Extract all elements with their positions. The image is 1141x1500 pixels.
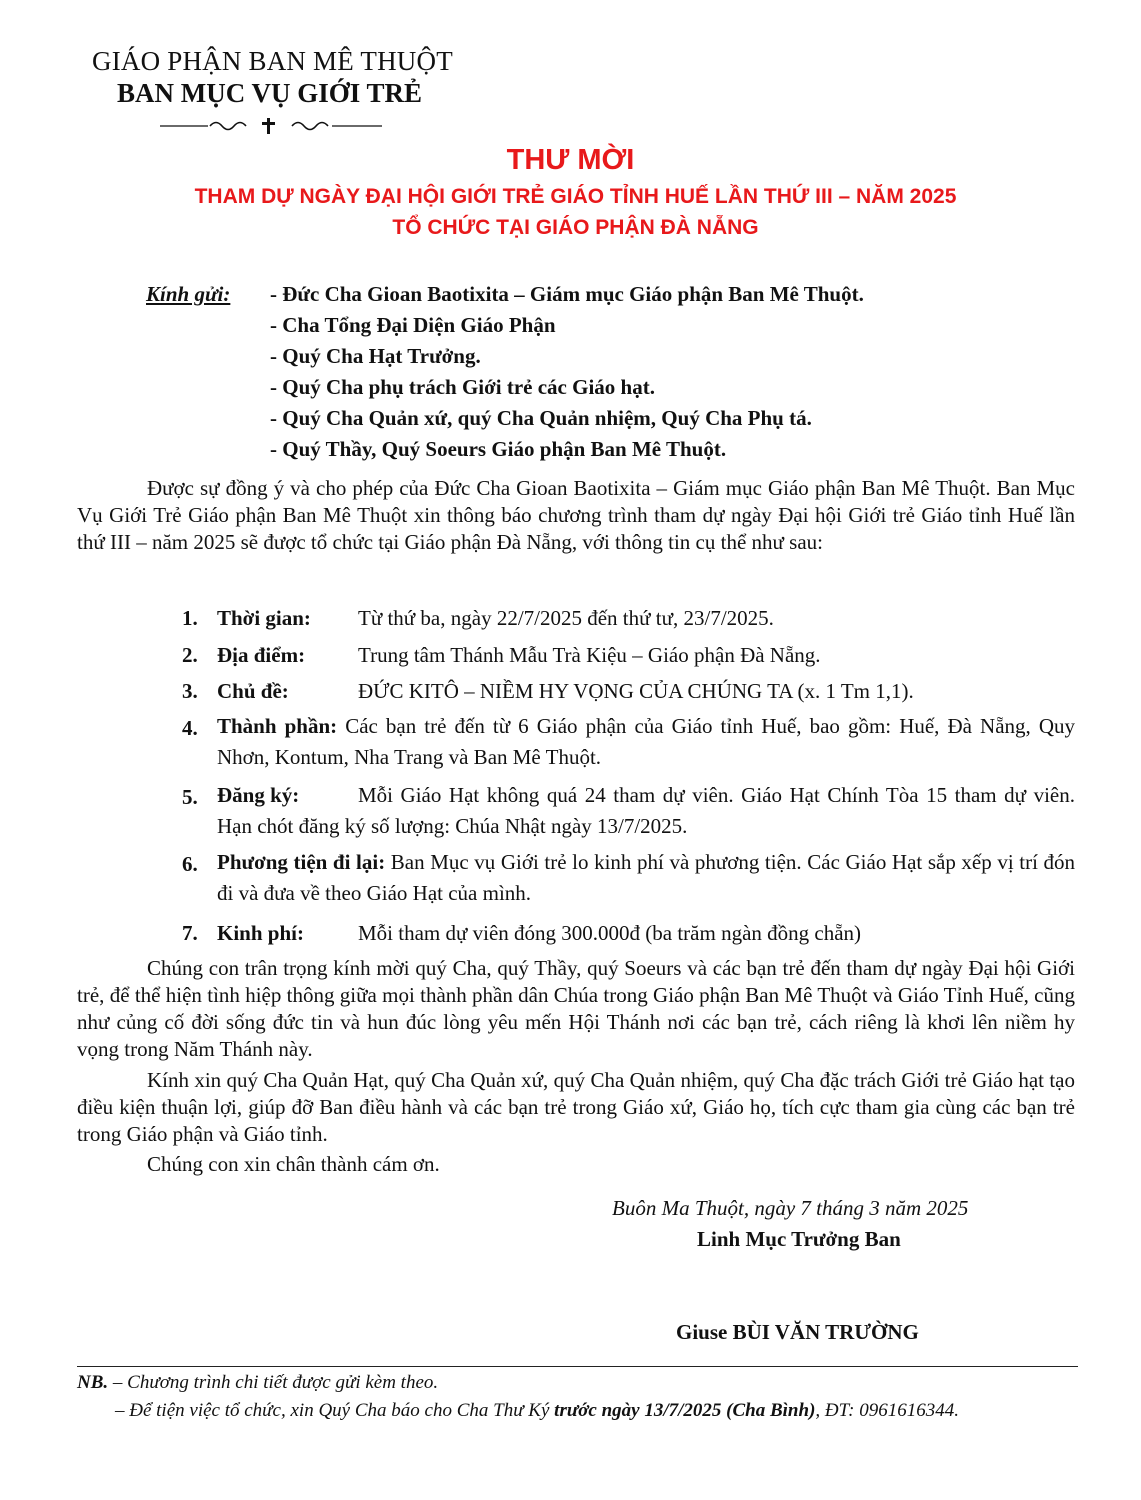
detail-number: 4. <box>182 716 198 740</box>
closing-paragraph <box>77 1151 1075 1178</box>
event-location-title: TỔ CHỨC TẠI GIÁO PHẬN ĐÀ NẴNG <box>392 216 759 239</box>
intro-text: Được sự đồng ý và cho phép của Đức Cha Gioan Baotixita – Giám mục Giáo phận Ban Mê Thuột. Ban Mục Vụ Giới Trẻ Giáo phận Ban Mê Thuột xin thông báo chương trình tham dự ngày Đại hội Giới trẻ Giáo tỉnh Huế lần thứ III – năm 2025 sẽ được tổ chức tại Giáo phận Đà Nẵng, với thông tin cụ thể như sau: <box>77 476 1075 554</box>
recipient-item: - Quý Cha Hạt Trưởng. <box>270 344 481 368</box>
detail-text: ĐỨC KITÔ – NIỀM HY VỌNG CỦA CHÚNG TA (x. 1 Tm 1,1). <box>358 679 914 703</box>
recipient-item: - Quý Cha phụ trách Giới trẻ các Giáo hạt. <box>270 375 655 399</box>
closing-paragraph <box>77 955 1075 1063</box>
detail-number: 1. <box>182 606 198 630</box>
detail-text: Từ thứ ba, ngày 22/7/2025 đến thứ tư, 23/7/2025. <box>358 606 774 630</box>
detail-item <box>217 780 1075 842</box>
detail-text: Trung tâm Thánh Mẫu Trà Kiệu – Giáo phận Đà Nẵng. <box>358 643 821 667</box>
letter-title: THƯ MỜI <box>506 144 635 176</box>
detail-item <box>217 847 1075 909</box>
detail-text: Mỗi Giáo Hạt không quá 24 tham dự viên. Giáo Hạt Chính Tòa 15 tham dự viên. Hạn chót đăng ký số lượng: Chúa Nhật ngày 13/7/2025. <box>217 783 1075 838</box>
closing-text: Chúng con xin chân thành cám ơn. <box>147 1152 440 1176</box>
recipient-item: - Quý Thầy, Quý Soeurs Giáo phận Ban Mê Thuột. <box>270 437 727 461</box>
nb2-prefix: – Để tiện việc tổ chức, xin Quý Cha báo cho Cha Thư Ký <box>115 1400 555 1421</box>
detail-label: Thành phần: <box>217 714 338 738</box>
detail-label: Chủ đề: <box>217 679 289 703</box>
recipient-item: - Đức Cha Gioan Baotixita – Giám mục Giáo phận Ban Mê Thuột. <box>270 282 864 306</box>
signature-role: Linh Mục Trưởng Ban <box>697 1227 901 1251</box>
signature-name: Giuse BÙI VĂN TRƯỜNG <box>676 1320 919 1344</box>
footnote-line-1 <box>77 1372 438 1394</box>
detail-label: Kinh phí: <box>217 921 304 945</box>
detail-item <box>217 711 1075 773</box>
nb-label: NB. <box>77 1372 109 1393</box>
event-title: THAM DỰ NGÀY ĐẠI HỘI GIỚI TRẺ GIÁO TỈNH HUẾ LẦN THỨ III – NĂM 2025 <box>194 185 957 208</box>
nb-text: – Chương trình chi tiết được gửi kèm theo. <box>108 1372 439 1393</box>
detail-label: Đăng ký: <box>217 783 300 807</box>
intro-paragraph <box>77 475 1075 556</box>
nb2-deadline: trước ngày 13/7/2025 (Cha Bình) <box>554 1400 816 1421</box>
cross-ornament-icon <box>160 116 382 136</box>
closing-paragraph <box>77 1067 1075 1148</box>
detail-number: 7. <box>182 921 198 945</box>
nb2-suffix: , ĐT: 0961616344. <box>815 1400 959 1421</box>
signature-place-date: Buôn Ma Thuột, ngày 7 tháng 3 năm 2025 <box>612 1196 969 1220</box>
detail-label: Thời gian: <box>217 606 311 630</box>
closing-text: Chúng con trân trọng kính mời quý Cha, quý Thầy, quý Soeurs và các bạn trẻ đến tham dự ngày Đại hội Giới trẻ, để thể hiện tình hiệp thông giữa mọi thành phần dân Chúa trong Giáo phận Ban Mê Thuột và Giáo Tỉnh Huế, cũng như củng cố đời sống đức tin và hun đúc lòng yêu mến Hội Thánh nơi các bạn trẻ, cách riêng là khơi lên niềm hy vọng trong Năm Thánh này. <box>77 956 1075 1061</box>
detail-text: Các bạn trẻ đến từ 6 Giáo phận của Giáo tỉnh Huế, bao gồm: Huế, Đà Nẵng, Quy Nhơn, Kontum, Nha Trang và Ban Mê Thuột. <box>217 714 1076 769</box>
footnote-line-2 <box>115 1400 959 1422</box>
detail-number: 6. <box>182 852 198 876</box>
detail-number: 2. <box>182 643 198 667</box>
detail-label: Địa điểm: <box>217 643 306 667</box>
recipient-item: - Cha Tổng Đại Diện Giáo Phận <box>270 313 556 337</box>
detail-text: Ban Mục vụ Giới trẻ lo kinh phí và phương tiện. Các Giáo Hạt sắp xếp vị trí đón đi và đưa về theo Giáo Hạt của mình. <box>217 850 1076 905</box>
recipients-label: Kính gửi: <box>146 282 231 306</box>
diocese-name: GIÁO PHẬN BAN MÊ THUỘT <box>92 46 453 76</box>
detail-number: 5. <box>182 785 198 809</box>
footer-divider <box>77 1366 1078 1367</box>
detail-text: Mỗi tham dự viên đóng 300.000đ (ba trăm ngàn đồng chẵn) <box>358 921 862 945</box>
closing-text: Kính xin quý Cha Quản Hạt, quý Cha Quản xứ, quý Cha Quản nhiệm, quý Cha đặc trách Giới trẻ Giáo hạt tạo điều kiện thuận lợi, giúp đỡ Ban điều hành và các bạn trẻ trong Giáo xứ, Giáo họ, tích cực tham gia cùng các bạn trẻ trong Giáo phận và Giáo tỉnh. <box>77 1068 1075 1146</box>
office-name: BAN MỤC VỤ GIỚI TRẺ <box>117 78 423 108</box>
recipient-item: - Quý Cha Quản xứ, quý Cha Quản nhiệm, Quý Cha Phụ tá. <box>270 406 812 430</box>
detail-label: Phương tiện đi lại: <box>217 850 386 874</box>
detail-number: 3. <box>182 679 198 703</box>
